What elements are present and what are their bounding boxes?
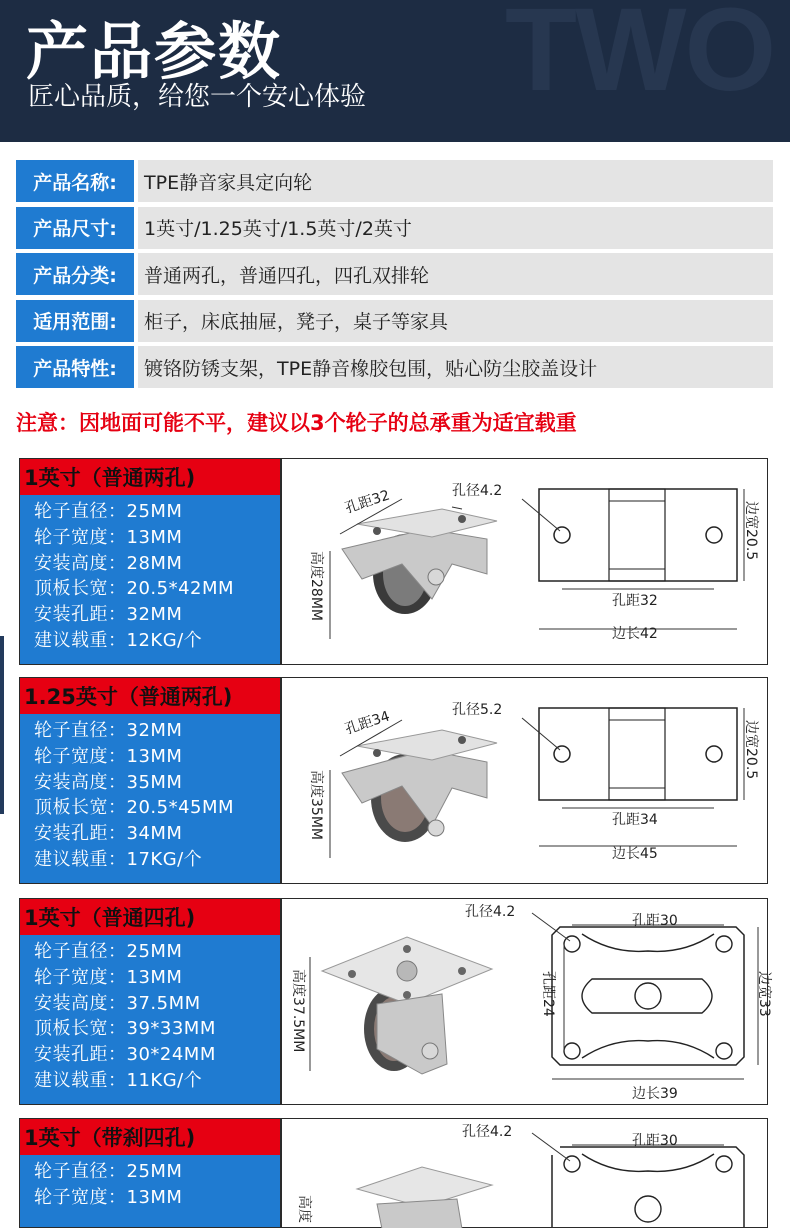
spec-item: 建议载重：11KG/个 <box>34 1069 203 1091</box>
caster-hole-dist: 孔距32 <box>343 487 392 517</box>
spec-item: 顶板长宽：20.5*42MM <box>34 578 235 600</box>
caster-illustration <box>296 1167 492 1228</box>
top-plate-drawing <box>462 1123 744 1227</box>
spec-item: 建议载重：17KG/个 <box>34 848 203 870</box>
param-label: 产品特性: <box>16 346 134 388</box>
spec-item: 安装高度：35MM <box>34 771 183 793</box>
edge-length: 边长39 <box>632 1086 678 1102</box>
plate-hole-dist-x: 孔距30 <box>632 913 678 929</box>
plate-hole-dist: 孔距32 <box>612 593 658 609</box>
spec-item: 建议载重：12KG/个 <box>34 629 203 651</box>
spec-list <box>20 714 280 883</box>
four-hole-diagram <box>282 899 772 1103</box>
product-params-table <box>16 160 773 393</box>
param-label: 产品分类: <box>16 253 134 295</box>
spec-item: 安装高度：37.5MM <box>34 992 201 1014</box>
spec-item: 轮子宽度：13MM <box>34 1186 183 1208</box>
spec-item: 轮子宽度：13MM <box>34 966 183 988</box>
spec-item: 轮子直径：25MM <box>34 501 183 522</box>
param-label: 产品尺寸: <box>16 207 134 249</box>
spec-card-1inch-two-hole <box>19 458 768 665</box>
spec-panel <box>20 459 280 664</box>
two-hole-diagram <box>282 459 767 663</box>
param-row-name <box>16 160 773 202</box>
four-hole-brake-diagram <box>282 1119 767 1227</box>
spec-item: 安装孔距：30*24MM <box>34 1044 216 1066</box>
load-note: 注意：因地面可能不平，建议以3个轮子的总承重为适宜载重 <box>16 411 577 435</box>
spec-item: 轮子宽度：13MM <box>34 526 183 548</box>
spec-item: 顶板长宽：39*33MM <box>34 1018 216 1040</box>
caster-height: 高度37.5MM <box>290 969 306 1053</box>
param-label: 适用范围: <box>16 300 134 342</box>
param-value: 镀铬防锈支架，TPE静音橡胶包围，贴心防尘胶盖设计 <box>138 346 773 388</box>
param-value: TPE静音家具定向轮 <box>138 160 773 202</box>
spec-item: 轮子宽度：13MM <box>34 745 183 767</box>
edge-width: 边宽20.5 <box>743 720 759 780</box>
edge-marker <box>0 636 4 814</box>
plate-hole-dist-y: 孔距24 <box>540 971 556 1017</box>
spec-card-1inch-four-hole <box>19 898 772 1105</box>
banner-watermark: TWO <box>505 0 775 116</box>
edge-length: 边长42 <box>612 626 658 642</box>
spec-list <box>20 935 280 1104</box>
caster-illustration <box>290 937 492 1074</box>
spec-item: 顶板长宽：20.5*45MM <box>34 797 235 819</box>
page-subtitle: 匠心品质，给您一个安心体验 <box>28 82 367 112</box>
caster-height: 高度35MM <box>308 770 324 840</box>
spec-panel <box>20 678 280 883</box>
param-row-features <box>16 346 773 388</box>
card-title: 1英寸（普通四孔) <box>20 899 280 935</box>
caster-hole-dist: 孔距34 <box>343 708 392 738</box>
caster-illustration <box>308 486 497 639</box>
top-plate-drawing <box>465 903 772 1102</box>
spec-item: 轮子直径：25MM <box>34 941 183 962</box>
top-plate-drawing <box>452 701 759 862</box>
hole-diameter: 孔径4.2 <box>465 904 516 920</box>
param-value: 普通两孔，普通四孔，四孔双排轮 <box>138 253 773 295</box>
edge-width: 边宽20.5 <box>743 501 759 561</box>
page-title: 产品参数 <box>26 15 283 88</box>
hole-diameter: 孔径4.2 <box>462 1124 513 1140</box>
param-label: 产品名称: <box>16 160 134 202</box>
spec-card-1inch-brake-four-hole <box>19 1118 768 1228</box>
param-row-category <box>16 253 773 295</box>
param-row-usage <box>16 300 773 342</box>
caster-height: 高度28MM <box>308 551 324 621</box>
plate-hole-dist: 孔距34 <box>612 812 658 828</box>
spec-item: 轮子直径：32MM <box>34 720 183 741</box>
spec-item: 安装孔距：34MM <box>34 823 183 845</box>
caster-illustration <box>308 707 497 858</box>
param-row-size <box>16 207 773 249</box>
spec-item: 安装高度：28MM <box>34 552 183 574</box>
plate-hole-dist-x: 孔距30 <box>632 1133 678 1149</box>
spec-card-125inch-two-hole <box>19 677 768 884</box>
top-plate-drawing <box>452 482 759 642</box>
spec-panel <box>20 1119 280 1227</box>
hole-diameter: 孔径5.2 <box>452 702 503 718</box>
card-title: 1英寸（普通两孔) <box>20 459 280 495</box>
param-value: 1英寸/1.25英寸/1.5英寸/2英寸 <box>138 207 773 249</box>
card-title: 1英寸（带刹四孔) <box>20 1119 280 1155</box>
spec-item: 轮子直径：25MM <box>34 1161 183 1182</box>
hole-diameter: 孔径4.2 <box>452 483 503 499</box>
edge-length: 边长45 <box>612 846 658 862</box>
card-title: 1.25英寸（普通两孔) <box>20 678 280 714</box>
param-value: 柜子，床底抽屉，凳子，桌子等家具 <box>138 300 773 342</box>
spec-list <box>20 1155 280 1227</box>
edge-width: 边宽33 <box>756 971 772 1017</box>
spec-list <box>20 495 280 664</box>
header-banner <box>0 0 790 142</box>
spec-panel <box>20 899 280 1104</box>
caster-height: 高度 <box>296 1195 312 1223</box>
two-hole-diagram <box>282 678 767 882</box>
spec-item: 安装孔距：32MM <box>34 604 183 626</box>
